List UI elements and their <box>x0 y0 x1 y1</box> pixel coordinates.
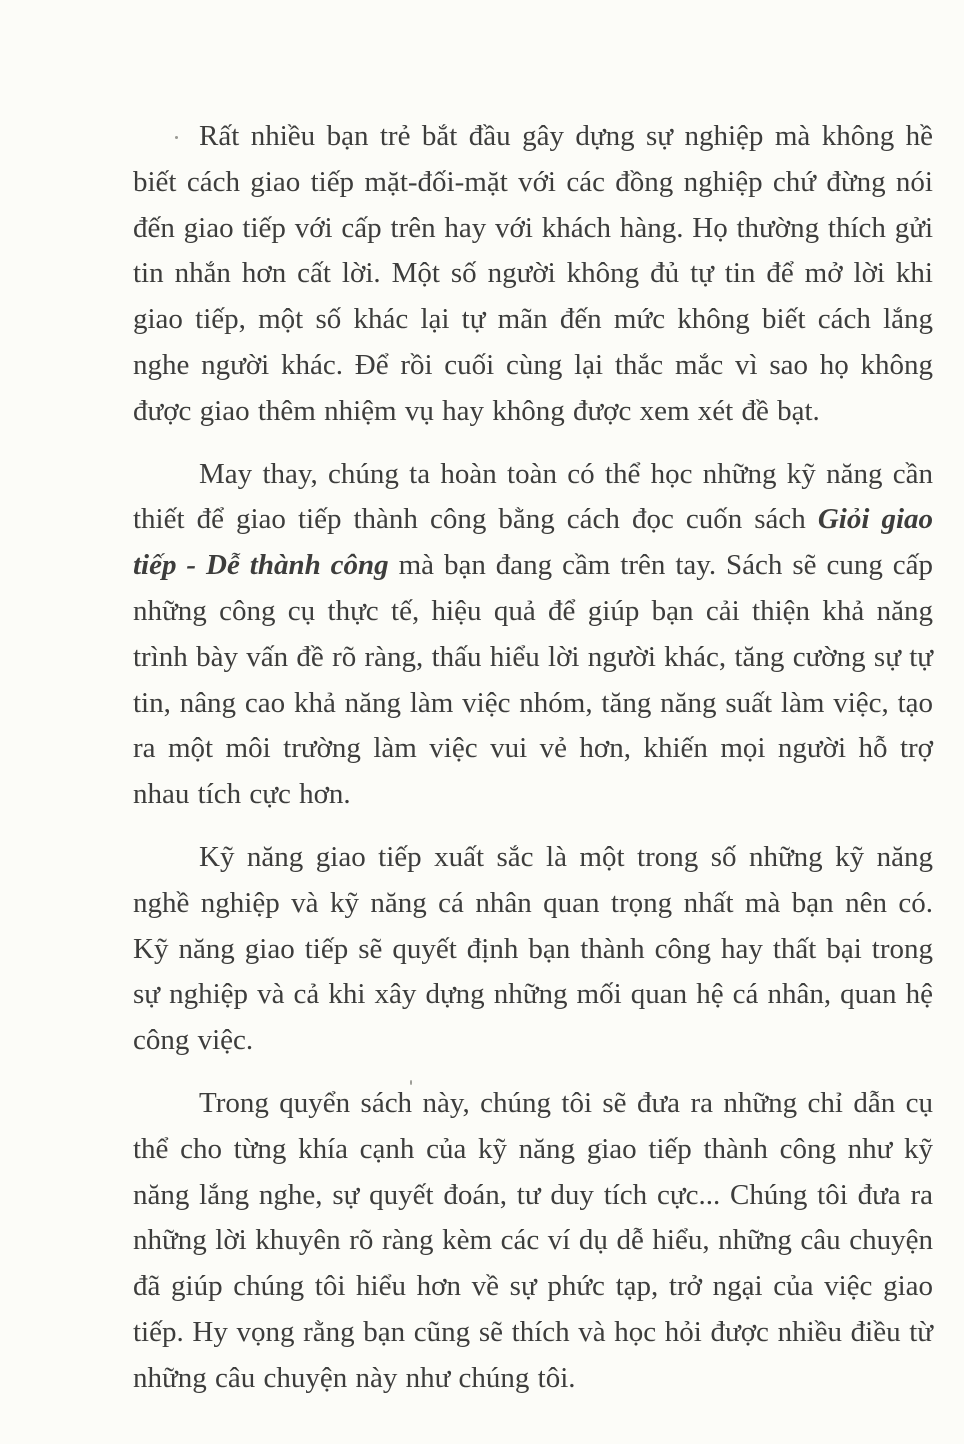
paragraph-4: Trong quyển sách này, chúng tôi sẽ đưa ra những chỉ dẫn cụ thể cho từng khía cạnh của kỹ năng giao tiếp thành công như kỹ năng lắng nghe, sự quyết đoán, tư duy tích cực... Chúng tôi đưa ra những lời khuyên rõ ràng kèm các ví dụ dễ hiểu, những câu chuyện đã giúp chúng tôi hiểu hơn về sự phức tạp, trở ngại của việc giao tiếp. Hy vọng rằng bạn cũng sẽ thích và học hỏi được nhiều điều từ những câu chuyện này như chúng tôi. <box>133 1086 933 1394</box>
paragraph-2-intro: May thay, chúng ta hoàn toàn có thể học những kỹ năng cần thiết để giao tiếp thành công bằng cách đọc cuốn sách <box>133 457 933 536</box>
paragraph-2-rest: mà bạn đang cầm trên tay. Sách sẽ cung cấp những công cụ thực tế, hiệu quả để giúp bạn cải thiện khả năng trình bày vấn đề rõ ràng, thấu hiểu lời người khác, tăng cường sự tự tin, nâng cao khả năng làm việc nhóm, tăng năng suất làm việc, tạo ra một môi trường làm việc vui vẻ hơn, khiến mọi người hỗ trợ nhau tích cực hơn. <box>133 549 934 811</box>
paragraph-2 <box>133 452 933 818</box>
paragraph-1: Rất nhiều bạn trẻ bắt đầu gây dựng sự nghiệp mà không hề biết cách giao tiếp mặt-đối-mặt với các đồng nghiệp chứ đừng nói đến giao tiếp với cấp trên hay với khách hàng. Họ thường thích gửi tin nhắn hơn cất lời. Một số người không đủ tự tin để mở lời khi giao tiếp, một số khác lại tự mãn đến mức không biết cách lắng nghe người khác. Để rồi cuối cùng lại thắc mắc vì sao họ không được giao thêm nhiệm vụ hay không được xem xét đề bạt. <box>133 120 933 427</box>
body-text <box>133 114 933 1402</box>
book-title: Giỏi giao tiếp - Dễ thành công <box>133 503 933 582</box>
paragraph-3: Kỹ năng giao tiếp xuất sắc là một trong số những kỹ năng nghề nghiệp và kỹ năng cá nhân quan trọng nhất mà bạn nên có. Kỹ năng giao tiếp sẽ quyết định bạn thành công hay thất bại trong sự nghiệp và cả khi xây dựng những mối quan hệ cá nhân, quan hệ công việc. <box>133 840 933 1057</box>
